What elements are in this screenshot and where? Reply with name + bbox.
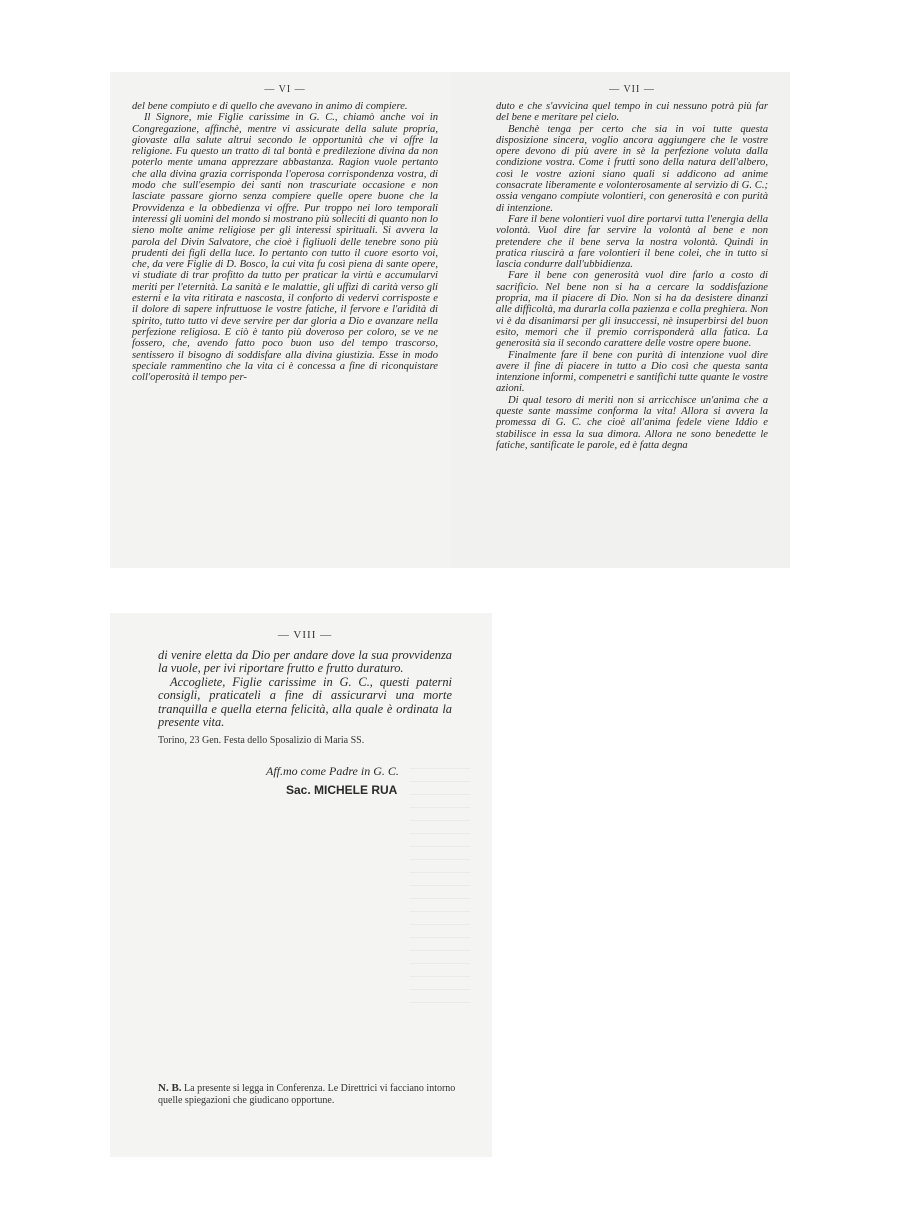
nota-bene — [158, 1083, 458, 1106]
page-vii-paragraph: Finalmente fare il bene con purità di intenzione vuol dire avere il fine di piacere in tutto a Dio così che questa santa intenzione informi, compenetri e santifichi tutte quante le vostre azioni. — [496, 349, 768, 395]
nota-bene-label: N. B. — [158, 1082, 182, 1094]
page-vii-paragraph: duto e che s'avvicina quel tempo in cui nessuno potrà più far del bene e meritare pel cielo. — [496, 101, 768, 124]
page-vii-paragraph: Fare il bene volontieri vuol dire portarvi tutta l'energia della volontà. Vuol dire far servire la volontà al bene e non pretendere che il bene serva la nostra volontà. Quindi in pratica riuscirà a fare volontieri il bene colei, che in tutto si lascia condurre dall'ubbidienza. — [496, 213, 768, 271]
page-vi-body — [132, 101, 438, 383]
page-vii-paragraph: Fare il bene con generosità vuol dire farlo a costo di sacrificio. Nel bene non si ha a cercare la soddisfazione propria, ma il piacere di Dio. Non si ha da desistere dinanzi alle difficoltà, ma durarla colla pazienza e colla preghiera. Non vi è da disanimarsi per gli insuccessi, nè insuperbirsi del buon esito, memori che il premio corrisponderà alla fatica. La generosità sia il secondo carattere delle vostre opere buone. — [496, 270, 768, 350]
page-number-vi: — VI — — [264, 84, 306, 95]
page-viii-paragraph: Accogliete, Figlie carissime in G. C., questi paterni consigli, praticateli a fine di assicurarvi una morte tranquilla e quella eterna felicità, alla quale è ordinata la presente vita. — [158, 674, 452, 730]
dateline: Torino, 23 Gen. Festa dello Sposalizio di Maria SS. — [158, 735, 365, 747]
page-viii-paragraph: di venire eletta da Dio per andare dove la sua provvidenza la vuole, per ivi riportare frutto e frutto duraturo. — [158, 648, 452, 676]
page-vi-paragraph: del bene compiuto e di quello che avevano in animo di compiere. — [132, 101, 408, 112]
page-number-vii: — VII — — [609, 84, 655, 95]
nota-bene-text: La presente si legga in Conferenza. Le Direttrici vi facciano intorno quelle spiegazioni che giudicano opportune. — [158, 1083, 456, 1106]
page-viii-body — [158, 649, 452, 729]
page-vi — [110, 72, 450, 568]
page-vii-paragraph: Benchè tenga per certo che sia in voi tutte questa disposizione sincera, voglio ancora aggiungere che le vostre opere devono di più avere in sè la perfezione voluta dalla condizione vostra. Come i frutti sono della natura dell'albero, così le vostre azioni siano quali si addicono ad anime consacrate liberamente e volonterosamente al servizio di G. C.; ossia vengano compiute volontieri, con generosità e con purità di intenzione. — [496, 123, 768, 214]
closing-salutation: Aff.mo come Padre in G. C. — [266, 764, 399, 779]
page-vii-body — [496, 101, 768, 451]
signature: Sac. MICHELE RUA — [286, 783, 398, 798]
page-vi-paragraph: Il Signore, mie Figlie carissime in G. C., chiamò anche voi in Congregazione, affinchè, mentre vi assicurate della salute propria, giovaste alla salute altrui secondo le opportunità che vi offre la religione. Fu questo un tratto di tal bontà e predilezione divina da non poterlo mente umana apprezzare abbastanza. Ragion vuole pertanto che alla divina grazia corrisponda l'operosa corrispondenza vostra, di modo che sull'esempio dei santi non trascuriate occasione e non lasciate passare giorno senza compiere quelle opere buone che la Provvidenza e la obbedienza vi offre. Pur troppo nei loro temporali interessi gli uomini del mondo si mostrano più solleciti di quanto non lo sieno molte anime religiose per gli interessi spirituali. Si avvera la parola del Divin Salvatore, che cioè i figliuoli delle tenebre sono più prudenti dei figli della luce. Io pertanto con tutto il cuore esorto voi, che, da vere Figlie di D. Bosco, la cui vita fu così piena di sante opere, vi studiate di trar profitto da tutto per praticar la virtù e accumularvi meriti per l'eternità. La sanità e le malattie, gli uffizi di carità verso gli esterni e la vita ritirata e nascosta, il conforto di vedervi corrisposte e il dolore di sapere infruttuose le vostre fatiche, il fervore e l'aridità di spirito, tutto tutto vi deve servire per dar gloria a Dio e avanzare nella perfezione religiosa. E ciò è tanto più doveroso per coloro, se ve ne fossero, che, avendo fatto poco buon uso del tempo trascorso, sentissero il bisogno di soddisfare alla divina giustizia. Esse in modo speciale rammentino che la vita ci è concessa a fine di riconquistare coll'operosità il tempo per- — [132, 112, 438, 384]
bleed-through-texture — [410, 763, 470, 1003]
page-vii-paragraph: Di qual tesoro di meriti non si arricchisce un'anima che a queste sante massime conforma la vita! Allora si avvera la promessa di G. C. che cioè all'anima fedele viene Iddio e stabilisce in essa la sua dimora. Allora ne sono benedette le fatiche, santificate le parole, ed è fatta degna — [496, 394, 768, 451]
page-number-viii: — VIII — — [277, 629, 333, 641]
page-vii — [450, 72, 790, 568]
page-viii — [110, 613, 492, 1157]
